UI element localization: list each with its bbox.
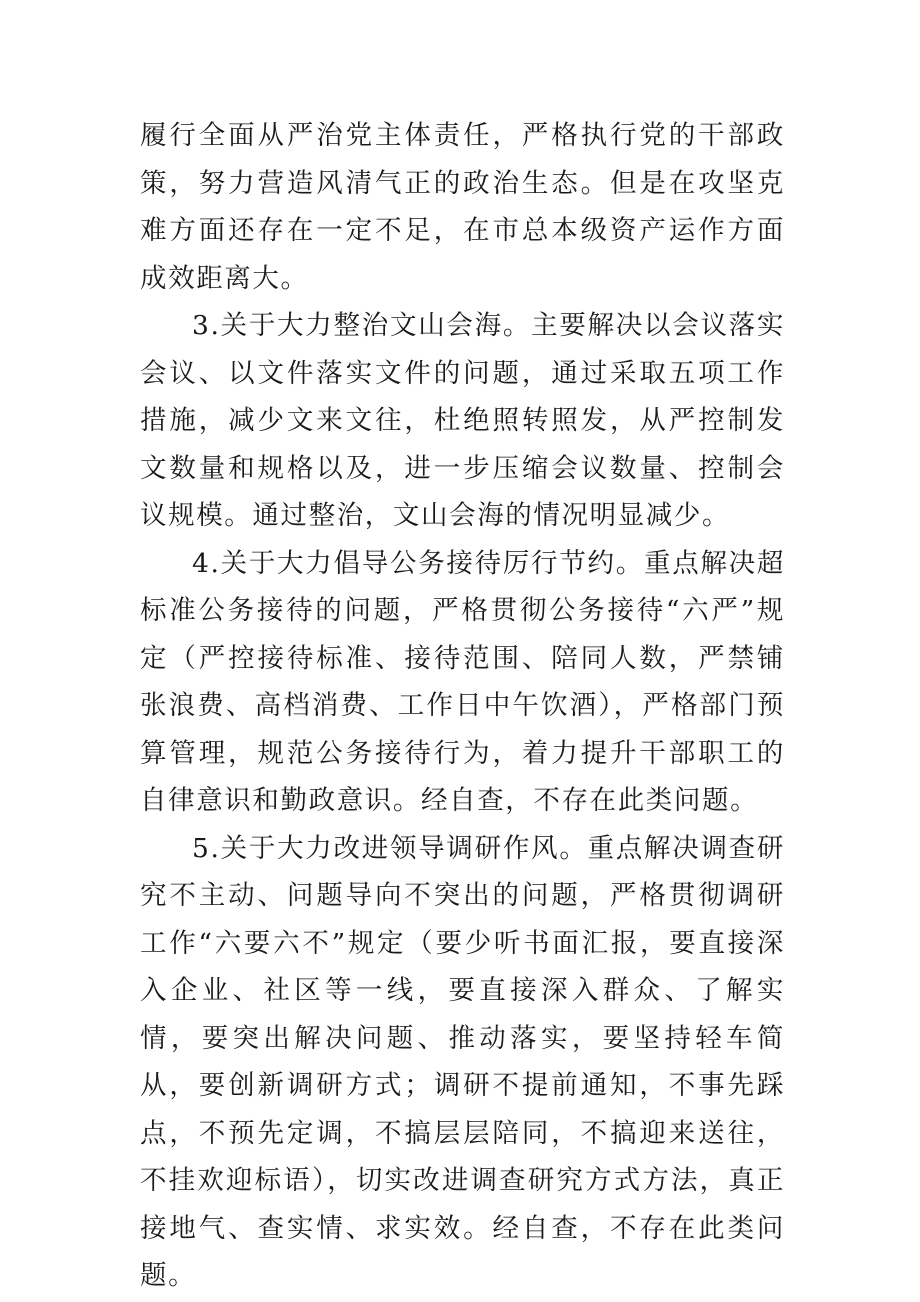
- paragraph-item-5: 5.关于大力改进领导调研作风。重点解决调查研究不主动、问题导向不突出的问题，严格贯彻调研工作“六要六不”规定（要少听书面汇报，要直接深入企业、社区等一线，要直接深入群众、了解实情，要突出解决问题、推动落实，要坚持轻车简从，要创新调研方式；调研不提前通知，不事先踩点，不预先定调，不搞层层陪同，不搞迎来送往，不挂欢迎标语），切实改进调查研究方式方法，真正接地气、查实情、求实效。经自查，不存在此类问题。: [140, 832, 785, 1291]
- paragraph-item-3: 3.关于大力整治文山会海。主要解决以会议落实会议、以文件落实文件的问题，通过采取五项工作措施，减少文来文往，杜绝照转照发，从严控制发文数量和规格以及，进一步压缩会议数量、控制会议规模。通过整治，文山会海的情况明显减少。: [140, 310, 785, 531]
- paragraph-item-4: 4.关于大力倡导公务接待厉行节约。重点解决超标准公务接待的问题，严格贯彻公务接待“六严”规定（严控接待标准、接待范围、陪同人数，严禁铺张浪费、高档消费、工作日中午饮酒），严格部门预算管理，规范公务接待行为，着力提升干部职工的自律意识和勤政意识。经自查，不存在此类问题。: [140, 547, 785, 816]
- paragraph-continuation: 履行全面从严治党主体责任，严格执行党的干部政策，努力营造风清气正的政治生态。但是在攻坚克难方面还存在一定不足，在市总本级资产运作方面成效距离大。: [140, 120, 785, 294]
- document-body: [140, 112, 785, 1300]
